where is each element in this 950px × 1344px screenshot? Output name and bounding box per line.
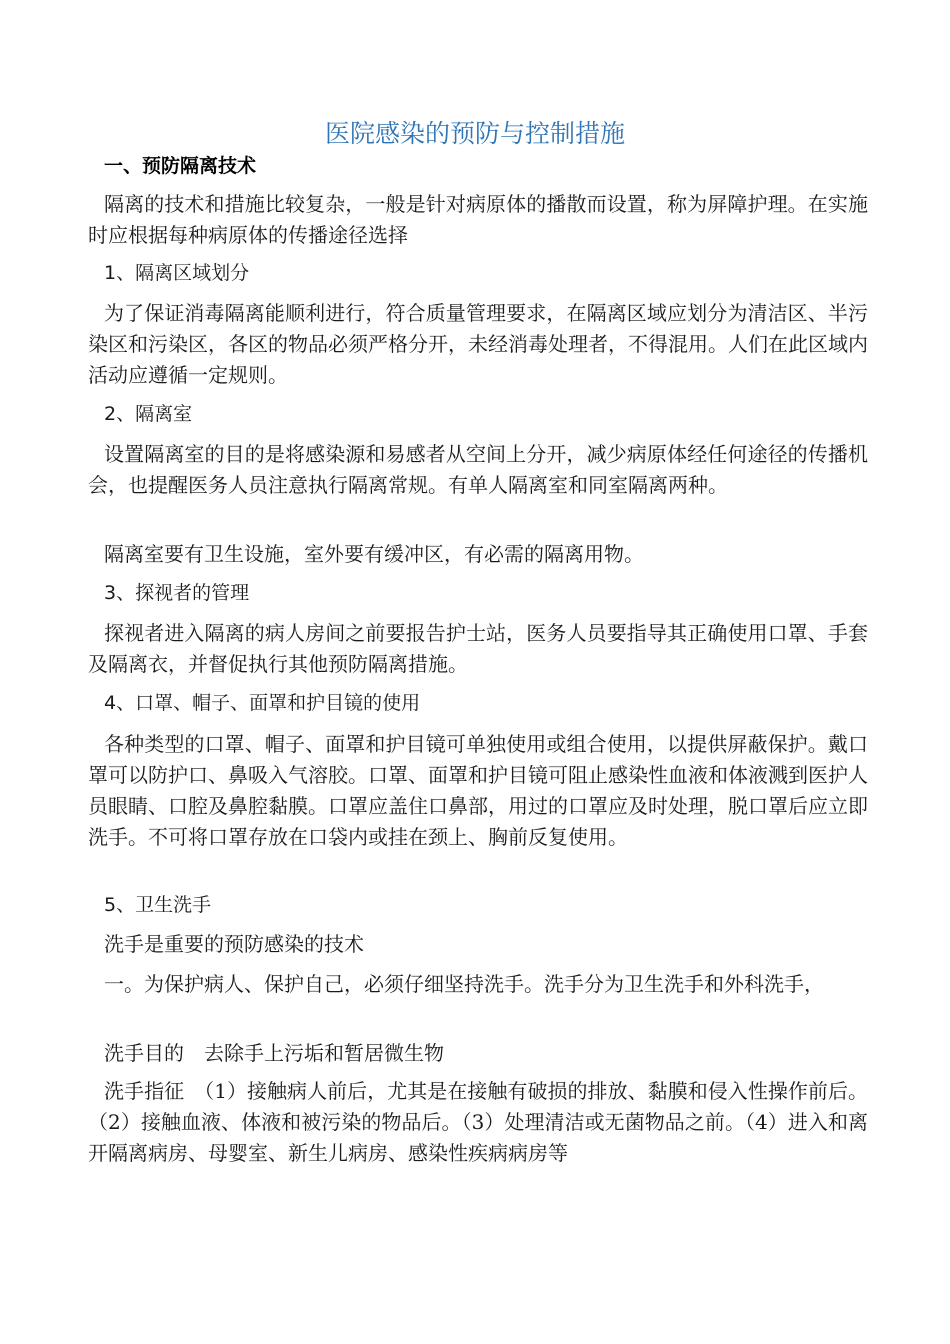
subsection-body-5b: 一。为保护病人、保护自己，必须仔细坚持洗手。洗手分为卫生洗手和外科洗手， [104, 972, 824, 996]
subsection-body-2b: 隔离室要有卫生设施，室外要有缓冲区，有必需的隔离用物。 [104, 542, 644, 566]
subsection-body-1: 为了保证消毒隔离能顺利进行，符合质量管理要求，在隔离区域应划分为清洁区、半污染区和污染区，各区的物品必须严格分开，未经消毒处理者，不得混用。人们在此区域内活动应遵循一定规则。 [88, 301, 868, 387]
subsection-title-4: 4、口罩、帽子、面罩和护目镜的使用 [104, 692, 421, 714]
subsection-title-5: 5、卫生洗手 [104, 894, 212, 916]
subsection-title-2: 2、隔离室 [104, 403, 193, 425]
intro-paragraph: 隔离的技术和措施比较复杂，一般是针对病原体的播散而设置，称为屏障护理。在实施时应根据每种病原体的传播途径选择 [88, 192, 868, 247]
section-heading: 一、预防隔离技术 [104, 155, 257, 177]
subsection-body-5c: 洗手目的 去除手上污垢和暂居微生物 [104, 1041, 444, 1065]
subsection-title-3: 3、探视者的管理 [104, 582, 250, 604]
subsection-title-1: 1、隔离区域划分 [104, 262, 250, 284]
subsection-body-5a: 洗手是重要的预防感染的技术 [104, 932, 364, 956]
subsection-body-3: 探视者进入隔离的病人房间之前要报告护士站，医务人员要指导其正确使用口罩、手套及隔离衣，并督促执行其他预防隔离措施。 [88, 621, 868, 676]
document-title: 医院感染的预防与控制措施 [324, 119, 625, 148]
subsection-body-2a: 设置隔离室的目的是将感染源和易感者从空间上分开，减少病原体经任何途径的传播机会，也提醒医务人员注意执行隔离常规。有单人隔离室和同室隔离两种。 [88, 442, 868, 497]
subsection-body-4: 各种类型的口罩、帽子、面罩和护目镜可单独使用或组合使用，以提供屏蔽保护。戴口罩可以防护口、鼻吸入气溶胶。口罩、面罩和护目镜可阻止感染性血液和体液溅到医护人员眼睛、口腔及鼻腔黏膜。口罩应盖住口鼻部，用过的口罩应及时处理，脱口罩后应立即洗手。不可将口罩存放在口袋内或挂在颈上、胸前反复使用。 [88, 732, 868, 849]
subsection-body-5d: 洗手指征 （1）接触病人前后，尤其是在接触有破损的排放、黏膜和侵入性操作前后。（2）接触血液、体液和被污染的物品后。（3）处理清洁或无菌物品之前。（4）进入和离开隔离病房、母婴室、新生儿病房、感染性疾病病房等 [88, 1079, 868, 1165]
